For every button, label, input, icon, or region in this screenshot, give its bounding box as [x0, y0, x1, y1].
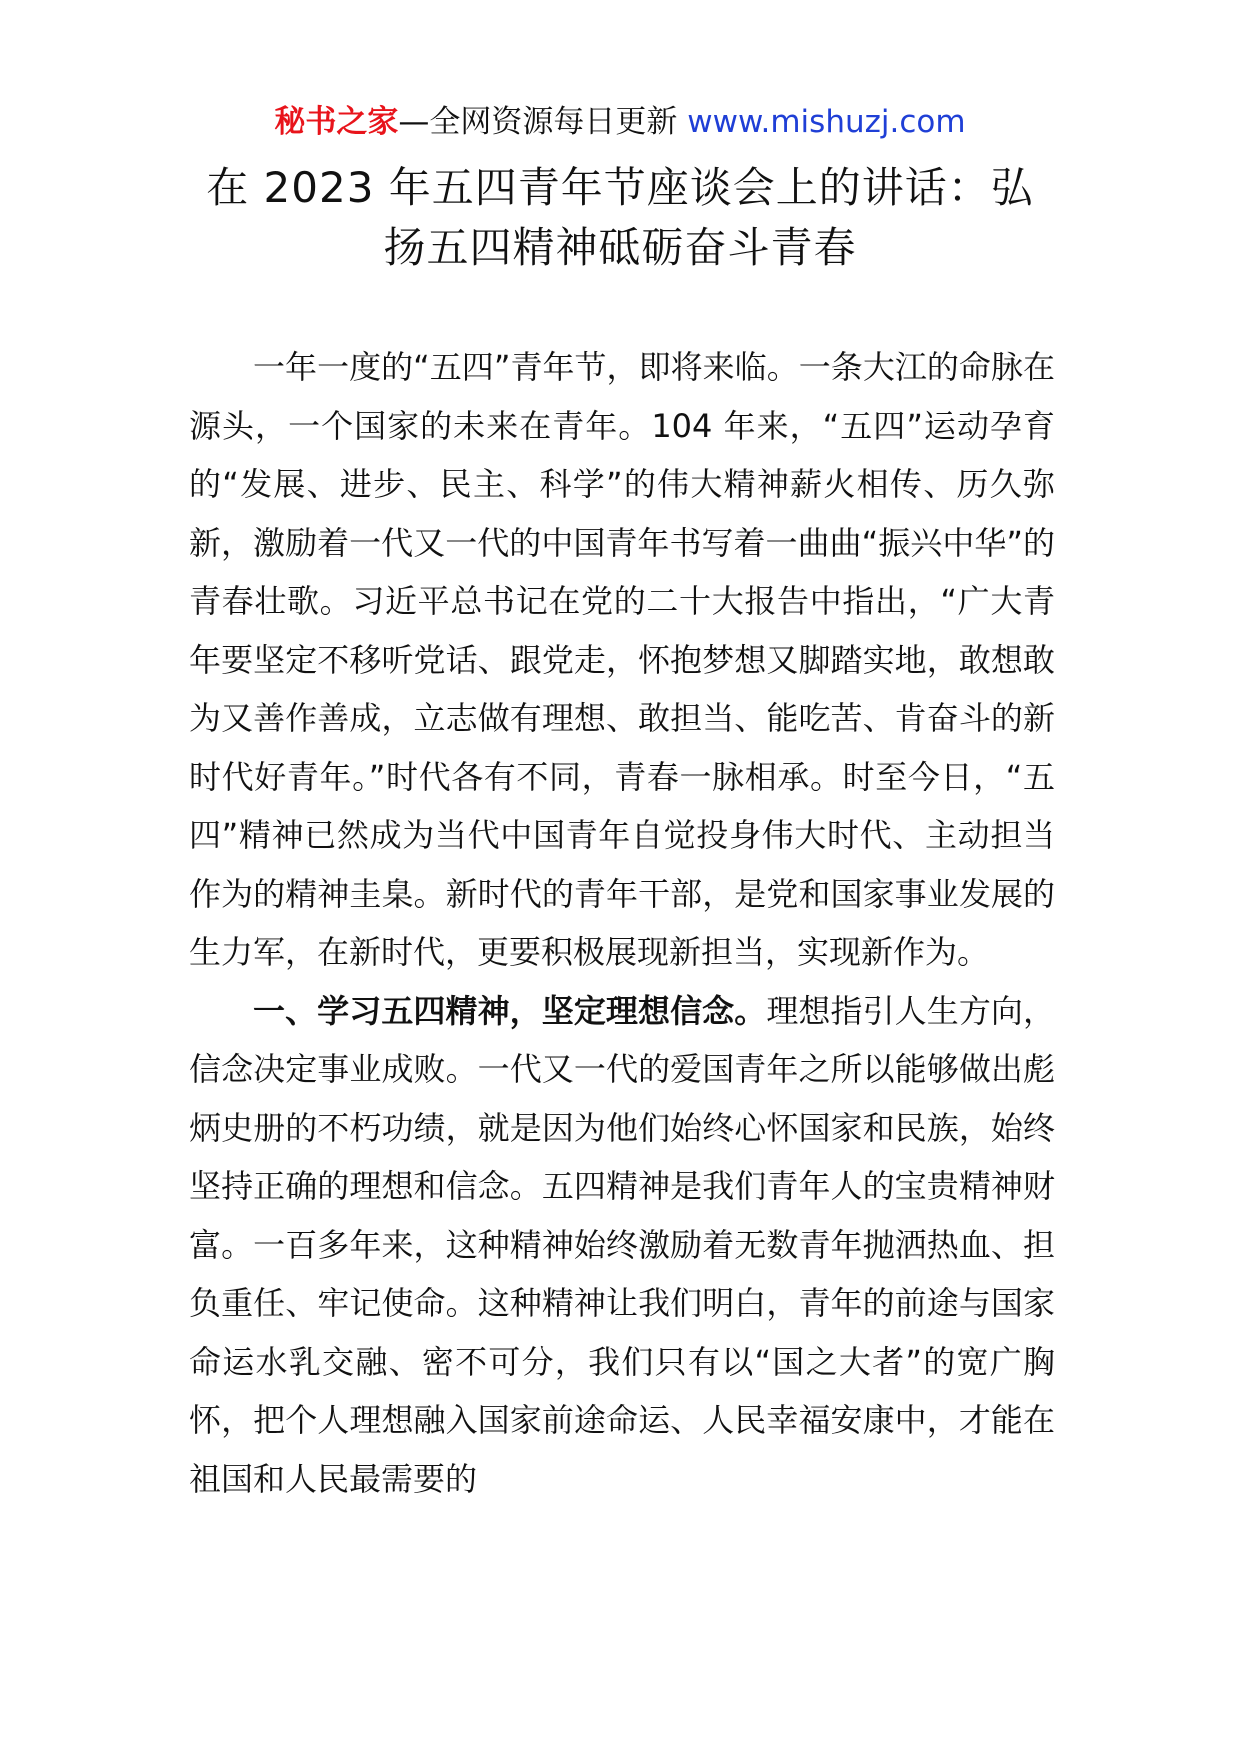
section-body-1: 理想指引人生方向，信念决定事业成败。一代又一代的爱国青年之所以能够做出彪炳史册的不朽功绩，就是因为他们始终心怀国家和民族，始终坚持正确的理想和信念。五四精神是我们青年人的宝贵精神财富。一百多年来，这种精神始终激励着无数青年抛洒热血、担负重任、牢记使命。这种精神让我们明白，青年的前途与国家命运水乳交融、密不可分，我们只有以“国之大者”的宽广胸怀，把个人理想融入国家前途命运、人民幸福安康中，才能在祖国和人民最需要的	[189, 991, 1055, 1498]
title-line-2: 扬五四精神砥砺奋斗青春	[383, 223, 857, 272]
paragraph-intro: 一年一度的“五四”青年节，即将来临。一条大江的命脉在源头，一个国家的未来在青年。104 年来，“五四”运动孕育的“发展、进步、民主、科学”的伟大精神薪火相传、历久弥新，激励着一代又一代的中国青年书写着一曲曲“振兴中华”的青春壮歌。习近平总书记在党的二十大报告中指出，“广大青年要坚定不移听党话、跟党走，怀抱梦想又脚踏实地，敢想敢为又善作善成，立志做有理想、敢担当、能吃苦、肯奋斗的新时代好青年。”时代各有不同，青春一脉相承。时至今日，“五四”精神已然成为当代中国青年自觉投身伟大时代、主动担当作为的精神圭臬。新时代的青年干部，是党和国家事业发展的生力军，在新时代，更要积极展现新担当，实现新作为。	[189, 348, 1055, 971]
paragraph-section-1	[189, 982, 1055, 1509]
section-heading-1: 一、学习五四精神，坚定理想信念。	[253, 991, 767, 1030]
document-body	[189, 338, 1055, 1508]
banner-tagline: —全网资源每日更新	[398, 104, 678, 140]
document-title	[170, 158, 1070, 278]
site-url: www.mishuzj.com	[687, 104, 966, 140]
brand-name: 秘书之家	[274, 104, 399, 140]
site-banner	[0, 100, 1240, 144]
title-line-1: 在 2023 年五四青年节座谈会上的讲话：弘	[206, 163, 1034, 212]
